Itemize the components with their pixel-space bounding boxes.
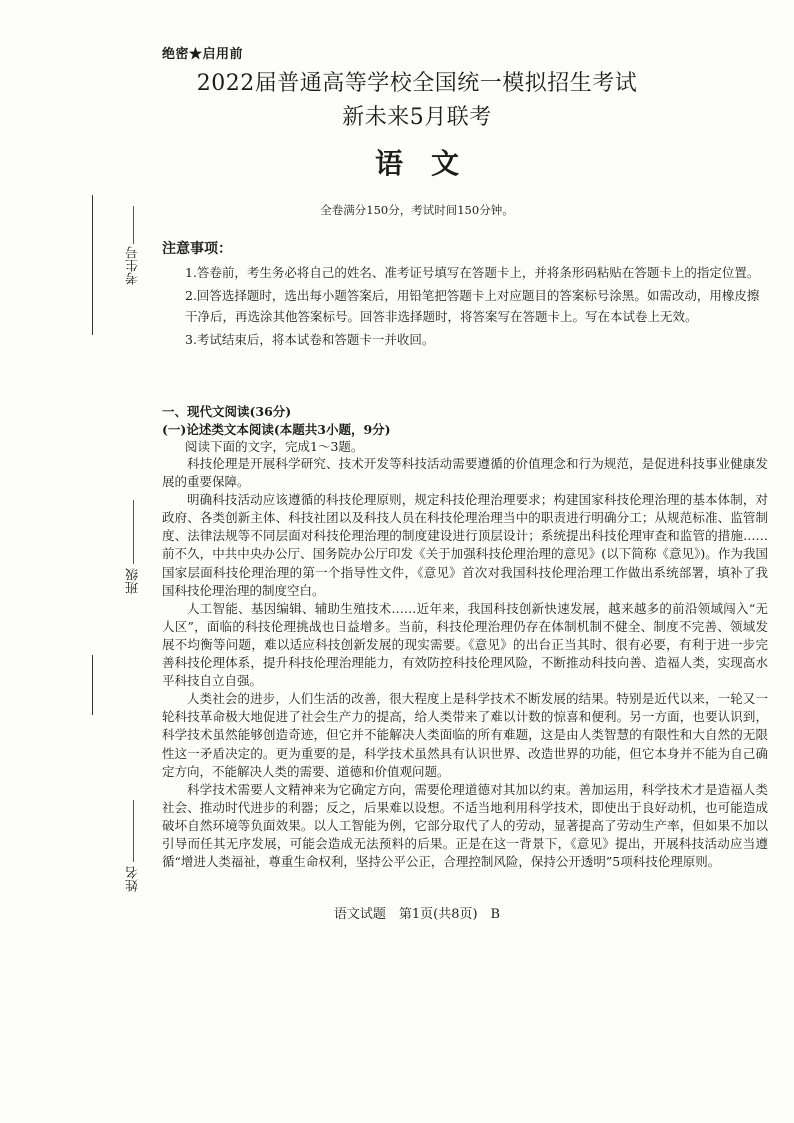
passage-paragraph: 明确科技活动应该遵循的科技伦理原则，规定科技伦理治理要求；构建国家科技伦理治理的基本体制，对政府、各类创新主体、科技社团以及科技人员在科技伦理治理当中的职责进行明确分工；从规范标准、监管制度、法律法规等不同层面对科技伦理治理的制度建设进行顶层设计；系统提出科技伦理审查和监管的措施……前不久，中共中央办公厅、国务院办公厅印发《关于加强科技伦理治理的意见》(以下简称《意见》)。作为我国国家层面科技伦理治理的第一个指导性文件，《意见》首次对我国科技伦理治理工作做出系统部署，填补了我国科技伦理治理的制度空白。 (162, 492, 768, 598)
page-footer: 语文试题 第1页(共8页) B (333, 907, 501, 922)
name-line (133, 800, 134, 862)
passage-paragraph: 人类社会的进步，人们生活的改善，很大程度上是科学技术不断发展的结果。特别是近代以来，一轮又一轮科技革命极大地促进了社会生产力的提高，给人类带来了难以计数的惊喜和便利。另一方面，也要认识到，科学技术虽然能够创造奇迹，但它并不能解决人类面临的所有难题，这是由人类智慧的有限性和大自然的无限性这一矛盾决定的。更为重要的是，科学技术虽然具有认识世界、改造世界的功能，但它本身并不能为自己确定方向，不能解决人类的需要、道德和价值观问题。 (162, 691, 768, 779)
score-info: 全卷满分150分，考试时间150分钟。 (320, 203, 514, 217)
passage-paragraph: 人工智能、基因编辑、辅助生殖技术……近年来，我国科技创新快速发展，越来越多的前沿领域闯入“无人区”，面临的科技伦理挑战也日益增多。当前，科技伦理治理仍存在体制机制不健全、制度不完善、领域发展不均衡等问题，难以适应科技创新发展的现实需要。《意见》的出台正当其时、很有必要，有利于进一步完善科技伦理体系，提升科技伦理治理能力，有效防控科技伦理风险，不断推动科技向善、造福人类，实现高水平科技自立自强。 (162, 600, 768, 689)
subject-title: 语 文 (374, 147, 459, 180)
binding-bracket-bottom (92, 655, 93, 715)
section-title: 一、现代文阅读(36分) (162, 404, 292, 419)
notes-list (185, 262, 765, 352)
passage-paragraph: 科技伦理是开展科学研究、技术开发等科技活动需要遵循的价值理念和行为规范，是促进科技事业健康发展的重要保障。 (162, 456, 768, 490)
subsection-title: (一)论述类文本阅读(本题共3小题，9分) (162, 422, 391, 437)
binding-bracket-top (92, 195, 93, 335)
exam-title-line2: 新未来5月联考 (342, 105, 492, 130)
note-item: 3.考试结束后，将本试卷和答题卡一并收回。 (185, 332, 435, 347)
exam-title-line1: 2022届普通高等学校全国统一模拟招生考试 (196, 71, 638, 96)
name-label: 姓名 (126, 866, 141, 892)
passage-body (162, 455, 768, 871)
reading-instruction: 阅读下面的文字，完成1～3题。 (185, 439, 364, 454)
notes-heading: 注意事项： (162, 241, 232, 257)
note-item: 2.回答选择题时，选出每小题答案后，用铅笔把答题卡上对应题目的答案标号涂黑。如需改动，用橡皮擦干净后，再选涂其他答案标号。回答非选择题时，将答案写在答题卡上。写在本试卷上无效。 (185, 288, 760, 324)
exam-no-line (133, 206, 134, 244)
exam-no-label: 考生号 (126, 246, 141, 285)
note-item: 1.答卷前，考生务必将自己的姓名、准考证号填写在答题卡上，并将条形码粘贴在答题卡上的指定位置。 (185, 265, 760, 280)
classified-label: 绝密★启用前 (162, 47, 244, 62)
class-label: 班级 (126, 568, 141, 594)
class-line (133, 500, 134, 564)
passage-paragraph: 科学技术需要人文精神来为它确定方向，需要伦理道德对其加以约束。善加运用，科学技术才是造福人类社会、推动时代进步的利器；反之，后果难以设想。不适当地利用科学技术，即使出于良好动机，也可能造成破坏自然环境等负面效果。以人工智能为例，它部分取代了人的劳动，显著提高了劳动生产率，但如果不加以引导而任其无序发展，可能会造成无法预料的后果。正是在这一背景下，《意见》提出，开展科技活动应当遵循“增进人类福祉，尊重生命权利，坚持公平公正，合理控制风险，保持公开透明”5项科技伦理原则。 (162, 781, 768, 870)
